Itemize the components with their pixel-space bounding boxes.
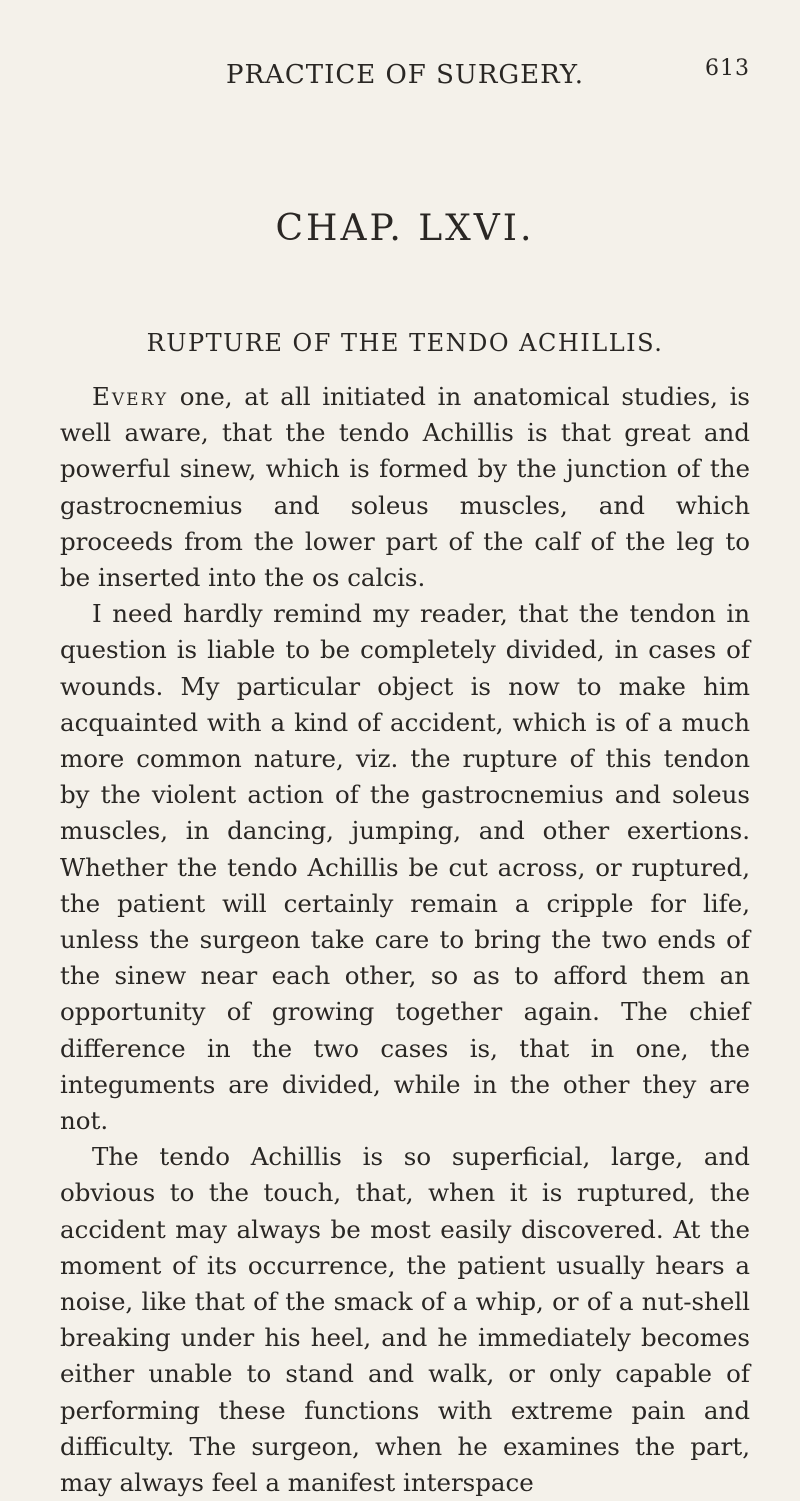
paragraph-lead-word: Every: [92, 382, 169, 411]
running-head: [60, 56, 750, 90]
paragraph-1-text: one, at all initiated in anatomical studies, is well aware, that the tendo Achillis is that great and powerful sinew, which is formed by the junction of the gastrocnemius and soleus muscles, and which proceeds from the lower part of the calf of the leg to be inserted into the os calcis.: [60, 382, 750, 593]
body-text: [60, 379, 750, 1501]
paragraph-3: The tendo Achillis is so superficial, large, and obvious to the touch, that, when it is ruptured, the accident may always be most easily discovered. At the moment of its occurrence, the patient usually hears a noise, like that of the smack of a whip, or of a nut-shell breaking under his heel, and he immediately becomes either unable to stand and walk, or only capable of performing these functions with extreme pain and difficulty. The surgeon, when he examines the part, may always feel a manifest interspace: [60, 1142, 750, 1498]
page-number: 613: [705, 56, 750, 81]
chapter-title: CHAP. LXVI.: [275, 208, 535, 249]
paragraph-1: [60, 379, 750, 596]
section-title: RUPTURE OF THE TENDO ACHILLIS.: [146, 329, 664, 357]
running-title: PRACTICE OF SURGERY.: [225, 60, 584, 90]
paragraph-2: I need hardly remind my reader, that the tendon in question is liable to be completely divided, in cases of wounds. My particular object is now to make him acquainted with a kind of accident, which is of a much more common nature, viz. the rupture of this tendon by the violent action of the gastrocnemius and soleus muscles, in dancing, jumping, and other exertions. Whether the tendo Achillis be cut across, or ruptured, the patient will certainly remain a cripple for life, unless the surgeon take care to bring the two ends of the sinew near each other, so as to afford them an opportunity of growing together again. The chief difference in the two cases is, that in one, the integuments are divided, while in the other they are not.: [60, 599, 750, 1136]
